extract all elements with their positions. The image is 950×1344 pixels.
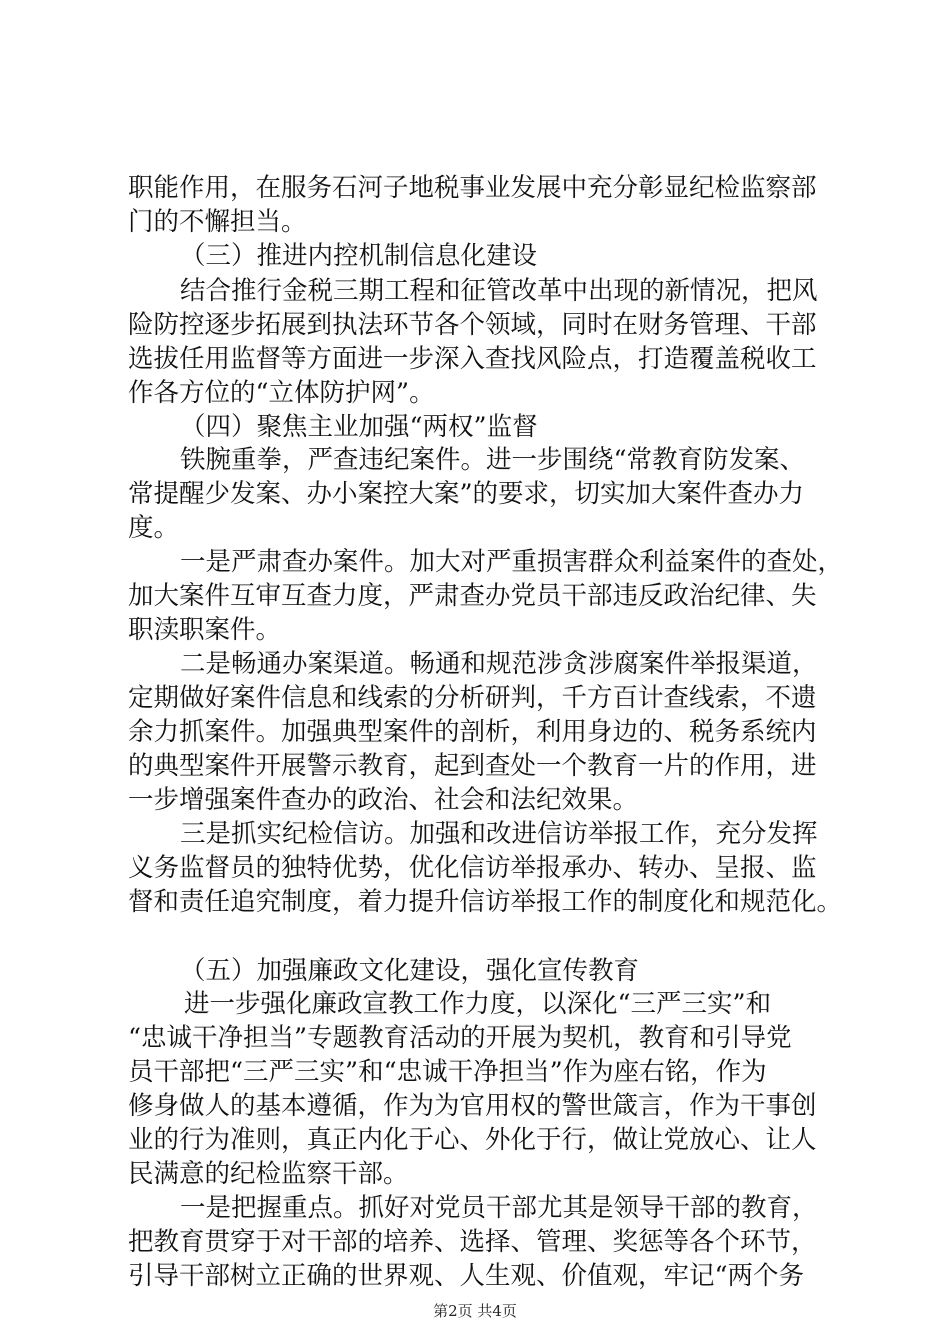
paragraph-line: 作各方位的“立体防护网”。 [128, 377, 435, 408]
section-heading: （三）推进内控机制信息化建设 [180, 240, 538, 271]
paragraph-line: 民满意的纪检监察干部。 [128, 1159, 409, 1190]
paragraph-line: 余力抓案件。加强典型案件的剖析，利用身边的、税务系统内 [128, 717, 817, 747]
paragraph-line: 职渎职案件。 [128, 615, 282, 646]
paragraph-line: 险防控逐步拓展到执法环节各个领域，同时在财务管理、干部 [128, 309, 817, 340]
paragraph-line: 二是畅通办案渠道。畅通和规范涉贪涉腐案件举报渠道， [180, 649, 818, 680]
paragraph-line: 加大案件互审互查力度，严肃查办党员干部违反政治纪律、失 [128, 581, 817, 612]
section-heading: （四）聚焦主业加强“两权”监督 [180, 411, 538, 442]
paragraph-line: 三是抓实纪检信访。加强和改进信访举报工作，充分发挥 [180, 818, 818, 849]
paragraph-line: 的典型案件开展警示教育，起到查处一个教育一片的作用，进 [128, 750, 817, 781]
paragraph-line: 督和责任追究制度，着力提升信访举报工作的制度化和规范化。 [128, 886, 843, 917]
paragraph-line: 义务监督员的独特优势，优化信访举报承办、转办、呈报、监 [128, 852, 817, 883]
paragraph-line: 选拔任用监督等方面进一步深入查找风险点，打造覆盖税收工 [128, 343, 817, 374]
paragraph-line: 门的不懈担当。 [128, 206, 307, 237]
paragraph-line: 定期做好案件信息和线索的分析研判，千方百计查线索，不遗 [128, 683, 817, 714]
paragraph-line: 度。 [128, 513, 180, 544]
paragraph-line: 进一步强化廉政宣教工作力度，以深化“三严三实”和 [184, 989, 772, 1020]
paragraph-line: “忠诚干净担当”专题教育活动的开展为契机，教育和引导党 [128, 1023, 792, 1054]
paragraph-line: 员干部把“三严三实”和“忠诚干净担当”作为座右铭，作为 [128, 1057, 767, 1088]
paragraph-line: 业的行为准则，真正内化于心、外化于行，做让党放心、让人 [128, 1125, 817, 1156]
paragraph-line: 一是把握重点。抓好对党员干部尤其是领导干部的教育， [180, 1193, 818, 1224]
page-footer: 第2页 共4页 [433, 1302, 517, 1320]
paragraph-line: 结合推行金税三期工程和征管改革中出现的新情况，把风 [180, 275, 818, 306]
paragraph-line: 常提醒少发案、办小案控大案”的要求，切实加大案件查办力 [128, 479, 805, 510]
paragraph-line: 修身做人的基本遵循，作为为官用权的警世箴言，作为干事创 [128, 1091, 817, 1122]
paragraph-line: 一是严肃查办案件。加大对严重损害群众利益案件的查处， [180, 547, 844, 578]
paragraph-line: 职能作用，在服务石河子地税事业发展中充分彰显纪检监察部 [128, 173, 817, 203]
paragraph-line: 把教育贯穿于对干部的培养、选择、管理、奖惩等各个环节， [128, 1227, 817, 1258]
paragraph-line: 一步增强案件查办的政治、社会和法纪效果。 [128, 784, 639, 815]
paragraph-line: 引导干部树立正确的世界观、人生观、价值观，牢记“两个务 [128, 1261, 805, 1291]
section-heading: （五）加强廉政文化建设，强化宣传教育 [180, 955, 640, 986]
paragraph-line: 铁腕重拳，严查违纪案件。进一步围绕“常教育防发案、 [180, 445, 806, 476]
